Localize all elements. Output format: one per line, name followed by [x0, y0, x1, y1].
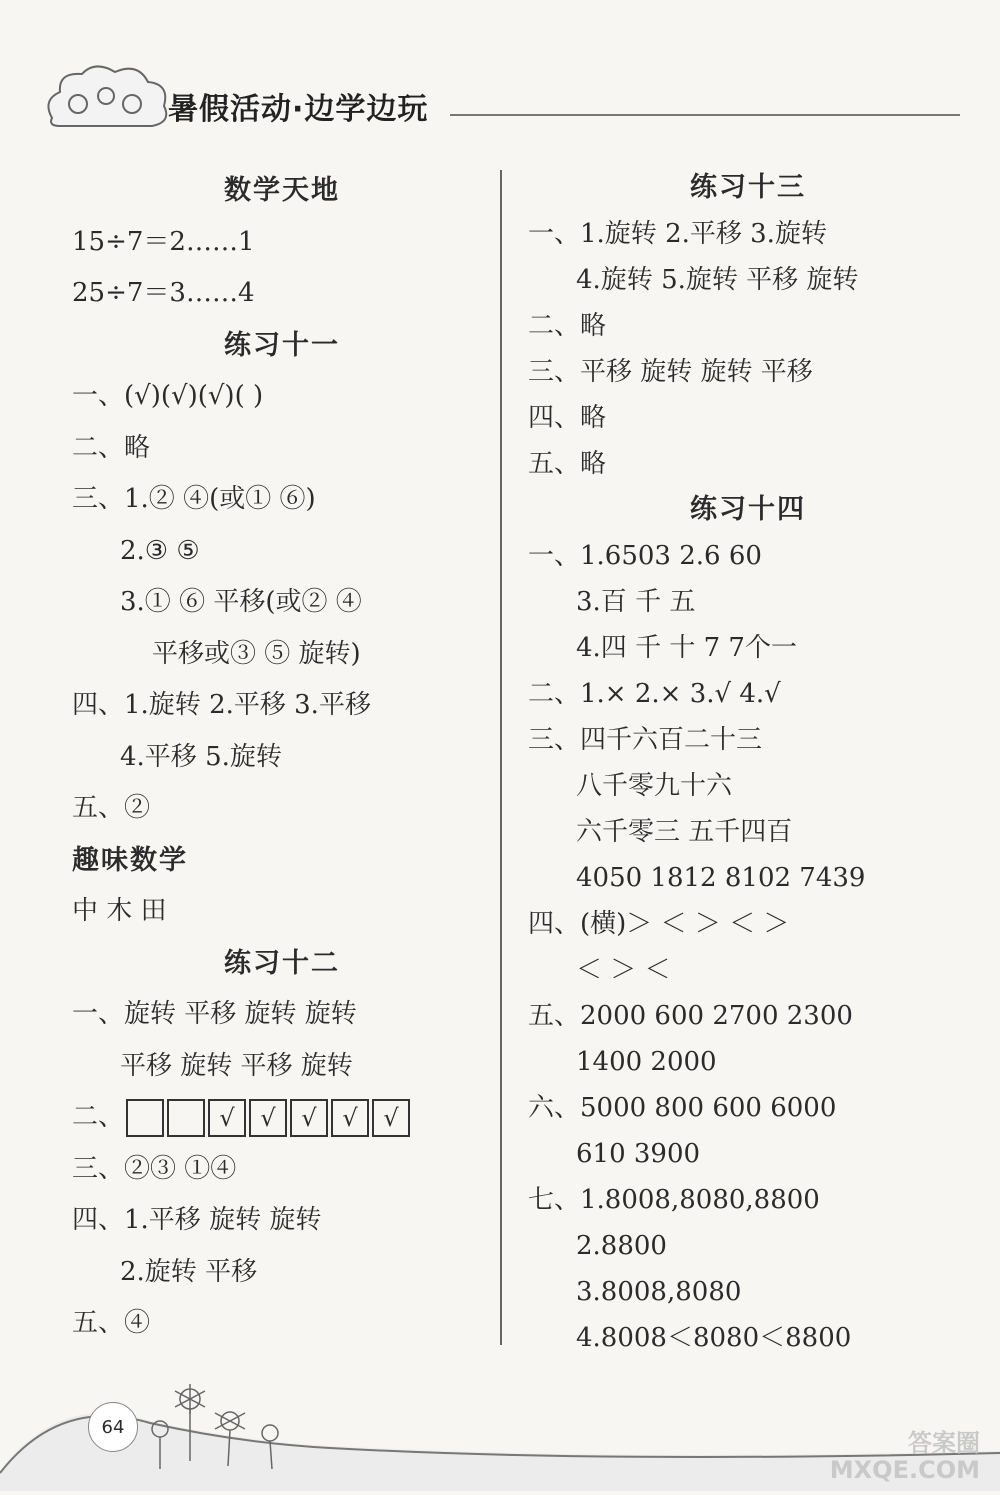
answer-box [126, 1099, 164, 1137]
watermark-line2: MXQE.COM [829, 1455, 980, 1484]
answer-text: 一、旋转 平移 旋转 旋转 [72, 999, 357, 1029]
right-line [528, 1269, 968, 1315]
answer-text: 610 3900 [576, 1139, 701, 1169]
watermark-line1: 答案圈 [908, 1429, 980, 1458]
right-line [528, 763, 968, 809]
right-line [528, 395, 968, 441]
footer-decoration [0, 1351, 1000, 1491]
answer-box [167, 1099, 205, 1137]
answer-text: 五、2000 600 2700 2300 [528, 1001, 853, 1031]
right-line [528, 809, 968, 855]
left-line [72, 423, 492, 475]
right-line [528, 533, 968, 579]
answer-text: 4050 1812 8102 7439 [576, 863, 866, 893]
column-divider [500, 170, 502, 1345]
answer-text: 三、②③ ①④ [72, 1153, 237, 1184]
answer-text: 3.8008,8080 [576, 1277, 742, 1307]
left-line [72, 577, 492, 629]
answer-text: 三、平移 旋转 旋转 平移 [528, 357, 813, 387]
answer-text: 一、1.6503 2.6 60 [528, 541, 762, 571]
answer-text: 八千零九十六 [576, 771, 733, 801]
answer-box: √ [372, 1099, 410, 1137]
left-line [72, 1041, 492, 1093]
page-header [40, 60, 960, 140]
right-line [528, 1039, 968, 1085]
right-line [528, 947, 968, 993]
right-line [528, 717, 968, 763]
answer-text: 六千零三 五千四百 [576, 817, 793, 847]
right-line [528, 901, 968, 947]
answer-box: √ [249, 1099, 287, 1137]
left-line [72, 217, 492, 269]
left-line [72, 732, 492, 784]
right-line [528, 579, 968, 625]
left-line [72, 1144, 492, 1196]
left-line [72, 680, 492, 732]
left-line [72, 371, 492, 423]
right-line [528, 349, 968, 395]
answer-text: 四、1.平移 旋转 旋转 [72, 1205, 322, 1235]
answer-text: 1400 2000 [576, 1047, 717, 1077]
answer-box: √ [331, 1099, 369, 1137]
left-line [72, 1247, 492, 1299]
answer-text: 六、5000 800 600 6000 [528, 1093, 837, 1123]
answer-text: 二、略 [72, 432, 151, 463]
section-heading: 练习十三 [690, 172, 806, 203]
right-line [528, 1177, 968, 1223]
answer-text: 平移 旋转 平移 旋转 [120, 1050, 353, 1081]
section-heading: 趣味数学 [72, 844, 188, 876]
left-line [72, 320, 492, 372]
right-line [528, 303, 968, 349]
section-heading: 练习十一 [224, 329, 340, 361]
answer-text: 平移或③ ⑤ 旋转) [152, 638, 361, 669]
left-answer-column [72, 165, 492, 1350]
cloud-decoration-icon [40, 60, 180, 135]
right-line [528, 257, 968, 303]
answer-text: 三、1.② ④(或① ⑥) [72, 484, 316, 514]
answer-box: √ [290, 1099, 328, 1137]
answer-text: 四、(横)＞ ＜ ＞ ＜ ＞ [528, 909, 790, 939]
answer-text: 二、略 [528, 311, 607, 341]
left-line [72, 783, 492, 835]
right-line [528, 671, 968, 717]
right-line [528, 487, 968, 533]
answer-text: 五、略 [528, 449, 607, 479]
answer-text: ＜ ＞ ＜ [576, 955, 671, 985]
left-line [72, 1298, 492, 1350]
answer-text: 五、④ [72, 1308, 151, 1338]
page-number: 64 [88, 1402, 138, 1452]
answer-text: 一、(√)(√)(√)( ) [72, 381, 264, 411]
section-heading: 练习十二 [224, 947, 340, 979]
answer-text: 二、 [72, 1102, 125, 1132]
answer-text: 4.旋转 5.旋转 平移 旋转 [576, 265, 859, 295]
answer-text: 2.8800 [576, 1231, 667, 1261]
left-line [72, 1092, 492, 1144]
right-line [528, 625, 968, 671]
right-line [528, 993, 968, 1039]
watermark [830, 1430, 980, 1483]
right-line [528, 165, 968, 211]
answer-text: 15÷7＝2……1 [72, 226, 255, 257]
answer-text: 4.四 千 十 7 7个一 [576, 633, 797, 663]
answer-text: 三、四千六百二十三 [528, 725, 763, 755]
answer-text: 4.8008＜8080＜8800 [576, 1323, 852, 1353]
answer-text: 七、1.8008,8080,8800 [528, 1185, 820, 1215]
left-line [72, 474, 492, 526]
left-line [72, 938, 492, 990]
right-line [528, 1085, 968, 1131]
answer-text: 四、略 [528, 403, 607, 433]
right-line [528, 855, 968, 901]
left-line [72, 165, 492, 217]
answer-text: 五、② [72, 793, 151, 823]
right-line [528, 441, 968, 487]
left-line [72, 886, 492, 938]
answer-text: 4.平移 5.旋转 [120, 741, 282, 772]
section-heading: 数学天地 [224, 175, 340, 206]
answer-text: 2.③ ⑤ [120, 535, 200, 566]
answer-text: 3.百 千 五 [576, 587, 696, 617]
left-line [72, 989, 492, 1041]
left-line [72, 526, 492, 578]
left-line [72, 1195, 492, 1247]
answer-box: √ [208, 1099, 246, 1137]
section-heading: 练习十四 [690, 494, 806, 525]
answer-text: 四、1.旋转 2.平移 3.平移 [72, 690, 371, 720]
answer-text: 25÷7＝3……4 [72, 278, 255, 308]
right-answer-column [528, 165, 968, 1361]
answer-boxes [126, 1099, 410, 1137]
header-title: 暑假活动·边学边玩 [168, 92, 429, 127]
left-line [72, 268, 492, 320]
answer-text: 2.旋转 平移 [120, 1256, 258, 1287]
answer-text: 3.① ⑥ 平移(或② ④ [120, 587, 362, 617]
answer-text: 一、1.旋转 2.平移 3.旋转 [528, 219, 827, 249]
answer-text: 中 木 田 [72, 896, 167, 926]
header-rule [450, 114, 960, 116]
right-line [528, 1223, 968, 1269]
left-line [72, 835, 492, 887]
answer-text: 二、1.× 2.× 3.√ 4.√ [528, 679, 781, 709]
left-line [72, 629, 492, 681]
right-line [528, 1131, 968, 1177]
right-line [528, 211, 968, 257]
